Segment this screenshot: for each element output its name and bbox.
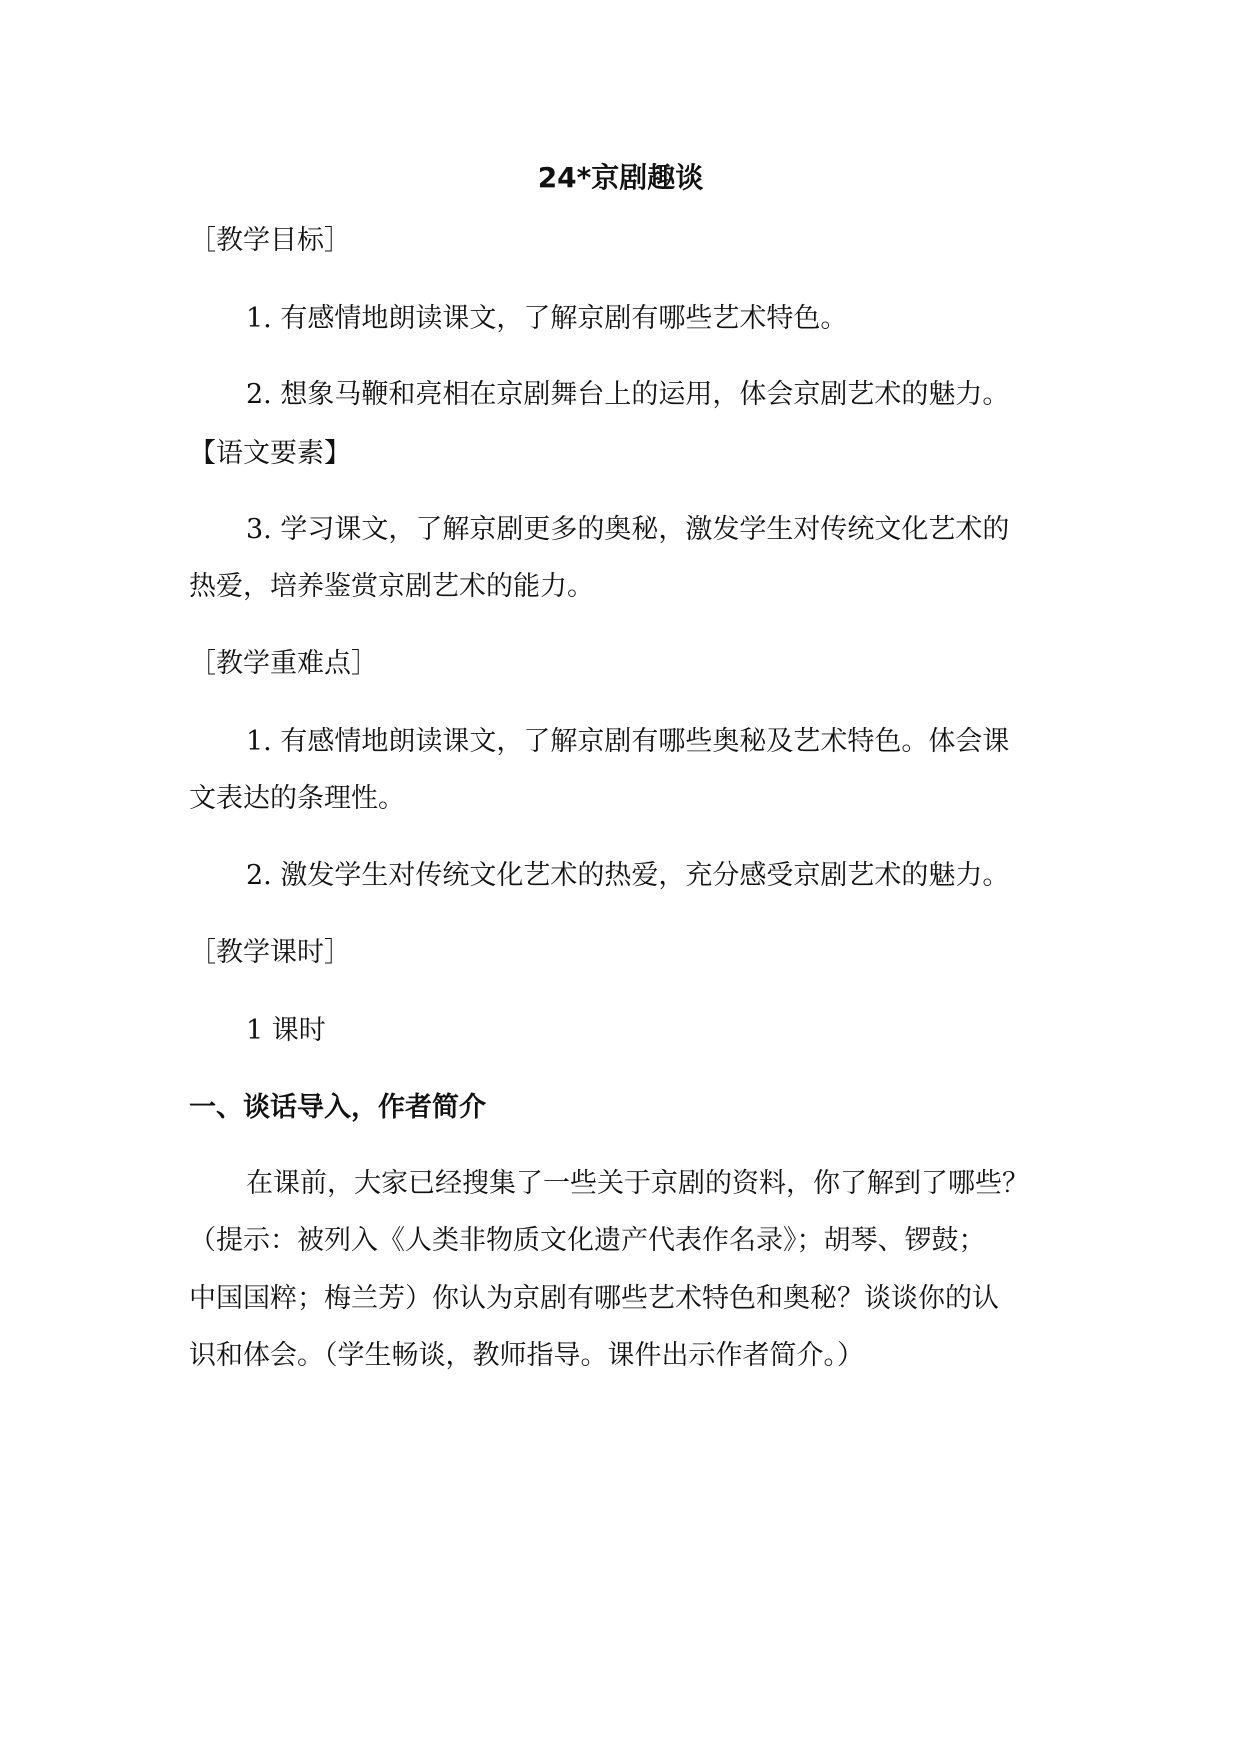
section-heading-language-elements: 【语文要素】 [189,438,351,469]
document-title: 24*京剧趣谈 [537,161,704,194]
paragraph-line: 热爱，培养鉴赏京剧艺术的能力。 [189,571,594,602]
paragraph-line: 1 课时 [246,1015,326,1046]
section-heading-key-points: ［教学重难点］ [189,648,378,679]
section-heading-introduction: 一、谈话导入，作者简介 [189,1092,486,1123]
section-heading-teaching-goals: ［教学目标］ [189,225,351,256]
paragraph-line: 1. 有感情地朗读课文，了解京剧有哪些奥秘及艺术特色。体会课 [246,726,1010,757]
paragraph-line: （提示：被列入《人类非物质文化遗产代表作名录》；胡琴、锣鼓； [189,1225,986,1256]
section-heading-class-hours: ［教学课时］ [189,937,351,968]
paragraph-line: 2. 激发学生对传统文化艺术的热爱，充分感受京剧艺术的魅力。 [246,860,1010,891]
paragraph-line: 在课前，大家已经搜集了一些关于京剧的资料，你了解到了哪些？ [246,1168,1029,1199]
paragraph-line: 2. 想象马鞭和亮相在京剧舞台上的运用，体会京剧艺术的魅力。 [246,379,1010,410]
paragraph-line: 识和体会。（学生畅谈，教师指导。课件出示作者简介。） [189,1340,864,1371]
paragraph-line: 1. 有感情地朗读课文，了解京剧有哪些艺术特色。 [246,303,848,334]
paragraph-line: 中国国粹；梅兰芳）你认为京剧有哪些艺术特色和奥秘？谈谈你的认 [189,1283,999,1314]
paragraph-line: 3. 学习课文，了解京剧更多的奥秘，激发学生对传统文化艺术的 [246,514,1010,545]
paragraph-line: 文表达的条理性。 [189,783,405,814]
